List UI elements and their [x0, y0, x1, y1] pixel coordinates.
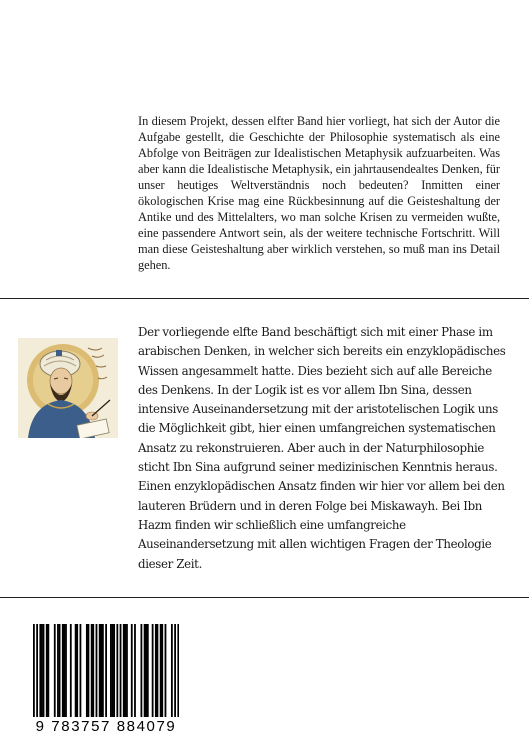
- barcode-bar: [47, 624, 49, 717]
- barcode-bar: [80, 624, 82, 717]
- barcode-bar: [46, 624, 48, 717]
- divider-bottom: [0, 597, 529, 598]
- barcode-bar: [41, 624, 43, 717]
- barcode-bar: [63, 624, 65, 717]
- barcode-bar: [174, 624, 176, 717]
- barcode-bar: [65, 624, 67, 717]
- barcode-bar: [43, 624, 45, 717]
- barcode-bar: [140, 624, 142, 717]
- barcode-bar: [88, 624, 90, 717]
- barcode-bar: [99, 624, 101, 717]
- barcode-bar: [102, 624, 104, 717]
- barcode-bar: [155, 624, 157, 717]
- barcode-bar: [131, 624, 133, 717]
- barcode-bar: [75, 624, 77, 717]
- barcode-bar: [92, 624, 94, 717]
- description-paragraph: Der vorliegende elfte Band beschäftigt sich mit einer Phase im arabischen Denken, in welcher sich bereits ein enzyklopädisches Wissen angesammelt hatte. Dies bezieht sich auf alle Bereiche des Denkens. In der Logik ist es vor allem Ibn Sina, dessen intensive Auseinandersetzung mit der aristotelischen Logik uns die Möglichkeit gibt, hier einen umfangreichen systematischen Ansatz zu rekonstruieren. Aber auch in der Naturphilosophie sticht Ibn Sina aufgrund seiner medizinischen Kenntnis heraus. Einen enzyklopädischen Ansatz finden wir hier vor allem bei den lauteren Brüdern und in deren Folge bei Miskawayh. Bei Ibn Hazm finden wir schließlich eine umfangreiche Auseinandersetzung mit allen wichtigen Fragen der Theologie dieser Zeit.: [138, 325, 506, 571]
- isbn-number: 9 783757 884079: [35, 718, 177, 735]
- barcode-bar: [39, 624, 41, 717]
- barcode-bar: [91, 624, 93, 717]
- barcode-bar: [86, 624, 88, 717]
- barcode-bar: [70, 624, 72, 717]
- barcode-bar: [152, 624, 154, 717]
- barcode-bar: [161, 624, 163, 717]
- barcode-bar: [144, 624, 146, 717]
- barcode-bar: [62, 624, 64, 717]
- barcode-bar: [165, 624, 167, 717]
- barcode-bar: [116, 624, 118, 717]
- barcode-bar: [36, 624, 38, 717]
- barcode-bar: [96, 624, 98, 717]
- barcode-bar: [113, 624, 115, 717]
- barcode-bar: [157, 624, 159, 717]
- scholar-portrait-icon: [18, 338, 118, 438]
- barcode-bar: [160, 624, 162, 717]
- barcode-bar: [120, 624, 122, 717]
- barcode-bar: [177, 624, 179, 717]
- barcode-bar: [57, 624, 59, 717]
- barcode-bar: [124, 624, 126, 717]
- barcode-bar: [76, 624, 78, 717]
- barcode-bar: [59, 624, 61, 717]
- barcode-bar: [54, 624, 56, 717]
- barcode-bar: [105, 624, 107, 717]
- barcode-bar: [112, 624, 114, 717]
- divider-top: [0, 298, 529, 299]
- barcode: [33, 624, 179, 717]
- barcode-bar: [147, 624, 149, 717]
- barcode-bar: [100, 624, 102, 717]
- barcode-bar: [110, 624, 112, 717]
- barcode-bar: [145, 624, 147, 717]
- barcode-bar: [126, 624, 128, 717]
- intro-paragraph: In diesem Projekt, dessen elfter Band hier vorliegt, hat sich der Autor die Aufgabe gestellt, die Geschichte der Philosophie systematisch als eine Abfolge von Beiträgen zur Idealistischen Metaphysik aufzuarbeiten. Was aber kann die Idealistische Metaphysik, ein jahrtausendealtes Denken, für unser heutiges Weltverständnis noch bedeuten? Inmitten einer ökologischen Krise mag eine Rückbesinnung auf die Geisteshaltung der Antike und des Mittelalters, wo man solche Krisen zu vermeiden wußte, eine passendere Antwort sein, als der weitere technische Fortschritt. Will man diese Geisteshaltung aber wirklich verstehen, so muß man ins Detail gehen.: [138, 114, 500, 272]
- barcode-bar: [123, 624, 125, 717]
- barcode-bar: [134, 624, 136, 717]
- barcode-bar: [171, 624, 173, 717]
- portrait-illustration: [18, 338, 118, 438]
- barcode-bar: [33, 624, 35, 717]
